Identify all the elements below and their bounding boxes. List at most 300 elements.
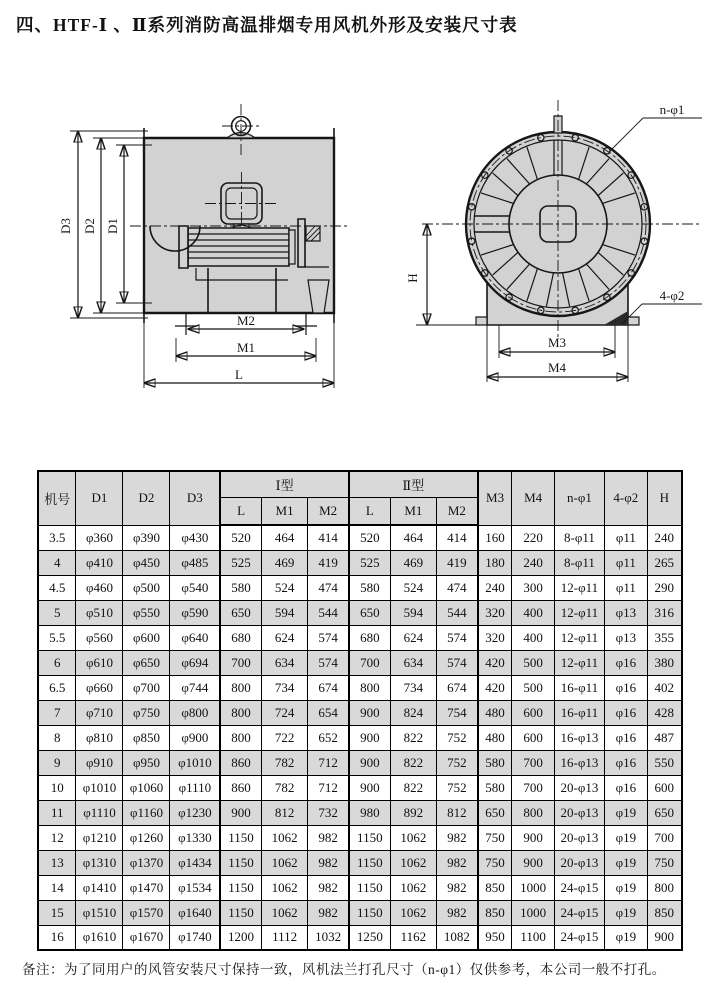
table-row	[38, 900, 682, 925]
cell-t2-m1: 892	[390, 800, 436, 825]
cell-h: 290	[647, 575, 682, 600]
cell-t1-m2: 574	[308, 650, 349, 675]
cell-t1-m2: 414	[308, 525, 349, 550]
cell-t1-m1: 524	[261, 575, 307, 600]
dimension-table	[37, 470, 683, 951]
cell-d1: φ1510	[76, 900, 123, 925]
dimension-table-wrap	[37, 470, 683, 951]
table-row	[38, 700, 682, 725]
cell-d2: φ700	[123, 675, 170, 700]
cell-t2-m2: 414	[437, 525, 478, 550]
cell-t2-m2: 752	[437, 775, 478, 800]
cell-m3: 420	[478, 675, 512, 700]
cell-t2-m1: 822	[390, 750, 436, 775]
cell-d2: φ390	[123, 525, 170, 550]
bolt-hole-callout	[609, 118, 702, 152]
cell-m3: 420	[478, 650, 512, 675]
front-view-drawing	[396, 86, 718, 418]
cell-model: 12	[38, 825, 76, 850]
group-header-type1: Ⅰ型	[220, 471, 349, 497]
cell-t1-m2: 419	[308, 550, 349, 575]
cell-n-phi1: 12-φ11	[554, 625, 604, 650]
table-row	[38, 875, 682, 900]
cell-t2-m2: 674	[437, 675, 478, 700]
col-header-d2: D2	[123, 471, 170, 525]
cell-t2-m1: 1162	[390, 925, 436, 950]
cell-t2-m1: 824	[390, 700, 436, 725]
cell-t2-l: 1150	[349, 875, 390, 900]
cell-t1-m1: 469	[261, 550, 307, 575]
cell-d2: φ600	[123, 625, 170, 650]
front-view-svg	[396, 86, 718, 418]
col-header-m3: M3	[478, 471, 512, 525]
cell-d1: φ510	[76, 600, 123, 625]
cell-m4: 220	[512, 525, 555, 550]
cell-n-phi1: 16-φ13	[554, 725, 604, 750]
cell-d1: φ1410	[76, 875, 123, 900]
cell-n-phi1: 24-φ15	[554, 875, 604, 900]
cell-d3: φ1230	[170, 800, 220, 825]
cell-t2-m2: 574	[437, 625, 478, 650]
cell-m3: 240	[478, 575, 512, 600]
cell-d3: φ430	[170, 525, 220, 550]
cell-m3: 480	[478, 700, 512, 725]
cell-d2: φ550	[123, 600, 170, 625]
cell-d2: φ1570	[123, 900, 170, 925]
cell-t1-m1: 624	[261, 625, 307, 650]
cell-m4: 800	[512, 800, 555, 825]
dim-label-m3: M3	[547, 335, 567, 350]
cell-t1-m2: 544	[308, 600, 349, 625]
cell-t2-m1: 1062	[390, 875, 436, 900]
cell-t1-m2: 674	[308, 675, 349, 700]
cell-d3: φ1640	[170, 900, 220, 925]
cell-m3: 950	[478, 925, 512, 950]
cell-t1-l: 525	[220, 550, 261, 575]
cell-n-phi1: 16-φ13	[554, 750, 604, 775]
cell-t1-l: 860	[220, 750, 261, 775]
cell-d3: φ1740	[170, 925, 220, 950]
cell-d1: φ610	[76, 650, 123, 675]
cell-d1: φ410	[76, 550, 123, 575]
cell-t2-m1: 1062	[390, 850, 436, 875]
table-row	[38, 750, 682, 775]
dim-label-d1: D1	[105, 218, 120, 234]
dim-label-m1: M1	[236, 340, 256, 355]
cell-d1: φ1210	[76, 825, 123, 850]
cell-t2-m2: 812	[437, 800, 478, 825]
cell-t2-l: 650	[349, 600, 390, 625]
cell-d2: φ500	[123, 575, 170, 600]
cell-model: 7	[38, 700, 76, 725]
cell-t2-m2: 544	[437, 600, 478, 625]
cell-d1: φ1010	[76, 775, 123, 800]
cell-n-phi1: 20-φ13	[554, 800, 604, 825]
cell-m3: 580	[478, 775, 512, 800]
table-row	[38, 625, 682, 650]
cell-t2-m1: 594	[390, 600, 436, 625]
cell-m4: 900	[512, 850, 555, 875]
cell-d2: φ1160	[123, 800, 170, 825]
cell-4-phi2: φ16	[605, 700, 648, 725]
cell-t1-m2: 732	[308, 800, 349, 825]
dim-label-d3: D3	[58, 218, 73, 234]
cell-t2-m1: 464	[390, 525, 436, 550]
cell-t2-l: 580	[349, 575, 390, 600]
cell-d2: φ1370	[123, 850, 170, 875]
table-row	[38, 550, 682, 575]
cell-t2-m2: 982	[437, 900, 478, 925]
cell-t1-l: 800	[220, 725, 261, 750]
cell-d1: φ360	[76, 525, 123, 550]
cell-d2: φ750	[123, 700, 170, 725]
cell-4-phi2: φ16	[605, 675, 648, 700]
col-header-m4: M4	[512, 471, 555, 525]
cell-t2-l: 900	[349, 750, 390, 775]
cell-n-phi1: 8-φ11	[554, 550, 604, 575]
cell-d3: φ485	[170, 550, 220, 575]
cell-m3: 580	[478, 750, 512, 775]
cell-model: 6.5	[38, 675, 76, 700]
cell-4-phi2: φ13	[605, 600, 648, 625]
cell-t2-m2: 754	[437, 700, 478, 725]
cell-t1-l: 1150	[220, 875, 261, 900]
sub-header-l-2: L	[349, 497, 390, 525]
cell-t1-l: 800	[220, 700, 261, 725]
cell-t2-l: 525	[349, 550, 390, 575]
cell-model: 5.5	[38, 625, 76, 650]
cell-t2-l: 680	[349, 625, 390, 650]
cell-t1-m1: 812	[261, 800, 307, 825]
cell-d3: φ744	[170, 675, 220, 700]
cell-m4: 600	[512, 725, 555, 750]
footnote: 备注：为了同用户的风管安装尺寸保持一致，风机法兰打孔尺寸（n-φ1）仅供参考，本公司一般不打孔。	[22, 962, 666, 977]
cell-4-phi2: φ11	[605, 525, 648, 550]
cell-h: 402	[647, 675, 682, 700]
cell-d1: φ1110	[76, 800, 123, 825]
cell-m3: 320	[478, 600, 512, 625]
cell-t1-l: 1150	[220, 900, 261, 925]
cell-t1-m1: 1062	[261, 825, 307, 850]
cell-n-phi1: 16-φ11	[554, 700, 604, 725]
table-header	[38, 471, 682, 525]
table-row	[38, 575, 682, 600]
col-header-model: 机号	[38, 471, 76, 525]
table-row	[38, 525, 682, 550]
side-view-svg	[36, 86, 388, 418]
cell-d3: φ1330	[170, 825, 220, 850]
cell-t1-l: 520	[220, 525, 261, 550]
cell-d3: φ590	[170, 600, 220, 625]
cell-model: 4.5	[38, 575, 76, 600]
dim-label-h: H	[405, 273, 420, 283]
cell-t1-l: 700	[220, 650, 261, 675]
table-row	[38, 925, 682, 950]
cell-h: 265	[647, 550, 682, 575]
cell-4-phi2: φ16	[605, 650, 648, 675]
cell-model: 6	[38, 650, 76, 675]
cell-m3: 320	[478, 625, 512, 650]
cell-d2: φ650	[123, 650, 170, 675]
cell-d1: φ460	[76, 575, 123, 600]
cell-t1-m1: 464	[261, 525, 307, 550]
cell-model: 16	[38, 925, 76, 950]
sub-header-m1-1: M1	[261, 497, 307, 525]
group-header-type2: Ⅱ型	[349, 471, 478, 497]
col-header-h: H	[647, 471, 682, 525]
cell-n-phi1: 20-φ13	[554, 825, 604, 850]
table-row	[38, 800, 682, 825]
cell-d2: φ950	[123, 750, 170, 775]
cell-n-phi1: 20-φ13	[554, 850, 604, 875]
cell-t1-l: 800	[220, 675, 261, 700]
cell-t2-m2: 1082	[437, 925, 478, 950]
cell-4-phi2: φ19	[605, 825, 648, 850]
cell-m4: 400	[512, 625, 555, 650]
dim-label-m2: M2	[236, 313, 256, 328]
cell-t1-m2: 982	[308, 850, 349, 875]
cell-model: 14	[38, 875, 76, 900]
cell-4-phi2: φ19	[605, 800, 648, 825]
cell-t2-m2: 574	[437, 650, 478, 675]
cell-t1-l: 900	[220, 800, 261, 825]
dim-label-l: L	[235, 367, 243, 382]
cell-t2-m2: 982	[437, 825, 478, 850]
cell-t1-l: 680	[220, 625, 261, 650]
cell-t2-m1: 524	[390, 575, 436, 600]
cell-t2-l: 900	[349, 775, 390, 800]
cell-t1-m1: 594	[261, 600, 307, 625]
cell-t1-l: 650	[220, 600, 261, 625]
cell-t1-m1: 1062	[261, 875, 307, 900]
cell-t2-m1: 1062	[390, 900, 436, 925]
cell-model: 13	[38, 850, 76, 875]
cell-m3: 480	[478, 725, 512, 750]
cell-d3: φ694	[170, 650, 220, 675]
cell-m3: 650	[478, 800, 512, 825]
cell-m4: 900	[512, 825, 555, 850]
cell-d3: φ800	[170, 700, 220, 725]
cell-d3: φ1110	[170, 775, 220, 800]
cell-model: 5	[38, 600, 76, 625]
cell-t2-m2: 752	[437, 750, 478, 775]
cell-m4: 600	[512, 700, 555, 725]
cell-d1: φ660	[76, 675, 123, 700]
col-header-4-phi2: 4-φ2	[605, 471, 648, 525]
cell-model: 10	[38, 775, 76, 800]
cell-t1-m1: 722	[261, 725, 307, 750]
cell-d2: φ850	[123, 725, 170, 750]
cell-model: 3.5	[38, 525, 76, 550]
table-row	[38, 825, 682, 850]
cell-m3: 850	[478, 900, 512, 925]
cell-h: 850	[647, 900, 682, 925]
cell-d1: φ910	[76, 750, 123, 775]
cell-d3: φ640	[170, 625, 220, 650]
cell-h: 700	[647, 825, 682, 850]
cell-model: 9	[38, 750, 76, 775]
cell-m4: 700	[512, 775, 555, 800]
callout-label-4-phi2: 4-φ2	[659, 288, 685, 303]
cell-n-phi1: 16-φ11	[554, 675, 604, 700]
cell-h: 428	[647, 700, 682, 725]
cell-t1-l: 1200	[220, 925, 261, 950]
cell-t2-l: 800	[349, 675, 390, 700]
cell-t2-m2: 419	[437, 550, 478, 575]
cell-t1-m2: 654	[308, 700, 349, 725]
cell-h: 800	[647, 875, 682, 900]
cell-t1-m2: 712	[308, 750, 349, 775]
cell-h: 240	[647, 525, 682, 550]
cell-t1-m1: 634	[261, 650, 307, 675]
cell-m4: 400	[512, 600, 555, 625]
dimension-table-body	[38, 525, 682, 950]
table-row	[38, 675, 682, 700]
page-title: 四、HTF-Ⅰ 、Ⅱ系列消防高温排烟专用风机外形及安装尺寸表	[16, 15, 518, 35]
sub-header-m1-2: M1	[390, 497, 436, 525]
cell-h: 650	[647, 800, 682, 825]
cell-d3: φ900	[170, 725, 220, 750]
side-view-drawing	[36, 86, 388, 418]
cell-n-phi1: 12-φ11	[554, 575, 604, 600]
cell-h: 750	[647, 850, 682, 875]
cell-t1-m2: 982	[308, 875, 349, 900]
cell-t2-m2: 982	[437, 875, 478, 900]
cell-h: 550	[647, 750, 682, 775]
cell-t2-m2: 474	[437, 575, 478, 600]
cell-t2-m1: 822	[390, 775, 436, 800]
cell-m4: 500	[512, 650, 555, 675]
cell-t2-m2: 752	[437, 725, 478, 750]
sub-header-m2-1: M2	[308, 497, 349, 525]
dim-label-d2: D2	[82, 218, 97, 234]
dim-label-m4: M4	[547, 360, 567, 375]
cell-m3: 750	[478, 825, 512, 850]
sub-header-m2-2: M2	[437, 497, 478, 525]
cell-m3: 160	[478, 525, 512, 550]
cell-t1-m1: 734	[261, 675, 307, 700]
cell-d1: φ1610	[76, 925, 123, 950]
cell-m3: 180	[478, 550, 512, 575]
col-header-n-phi1: n-φ1	[554, 471, 604, 525]
cell-d1: φ710	[76, 700, 123, 725]
cell-m4: 1100	[512, 925, 555, 950]
col-header-d3: D3	[170, 471, 220, 525]
cell-4-phi2: φ16	[605, 775, 648, 800]
table-row	[38, 600, 682, 625]
cell-t2-m1: 734	[390, 675, 436, 700]
cell-model: 4	[38, 550, 76, 575]
cell-t1-m2: 712	[308, 775, 349, 800]
cell-d1: φ560	[76, 625, 123, 650]
cell-m4: 700	[512, 750, 555, 775]
cell-t2-l: 1150	[349, 825, 390, 850]
col-header-d1: D1	[76, 471, 123, 525]
cell-h: 600	[647, 775, 682, 800]
cell-t1-m2: 1032	[308, 925, 349, 950]
cell-t1-m2: 982	[308, 900, 349, 925]
cell-h: 487	[647, 725, 682, 750]
cell-4-phi2: φ16	[605, 750, 648, 775]
cell-t2-l: 1250	[349, 925, 390, 950]
cell-h: 355	[647, 625, 682, 650]
cell-d1: φ810	[76, 725, 123, 750]
cell-n-phi1: 8-φ11	[554, 525, 604, 550]
cell-t1-m2: 574	[308, 625, 349, 650]
cell-4-phi2: φ13	[605, 625, 648, 650]
cell-4-phi2: φ19	[605, 900, 648, 925]
cell-m4: 1000	[512, 900, 555, 925]
cell-t1-m1: 1112	[261, 925, 307, 950]
cell-t2-m1: 469	[390, 550, 436, 575]
cell-h: 900	[647, 925, 682, 950]
cell-m4: 1000	[512, 875, 555, 900]
cell-n-phi1: 20-φ13	[554, 775, 604, 800]
cell-h: 380	[647, 650, 682, 675]
cell-d1: φ1310	[76, 850, 123, 875]
cell-t2-m2: 982	[437, 850, 478, 875]
cell-t2-l: 1150	[349, 900, 390, 925]
cell-t2-l: 900	[349, 725, 390, 750]
cell-t1-l: 860	[220, 775, 261, 800]
cell-t1-m1: 782	[261, 750, 307, 775]
cell-d2: φ1260	[123, 825, 170, 850]
cell-model: 15	[38, 900, 76, 925]
table-row	[38, 650, 682, 675]
cell-n-phi1: 24-φ15	[554, 900, 604, 925]
cell-m4: 300	[512, 575, 555, 600]
cell-m3: 850	[478, 875, 512, 900]
cell-m4: 240	[512, 550, 555, 575]
sub-header-l-1: L	[220, 497, 261, 525]
cell-d2: φ1670	[123, 925, 170, 950]
cell-d2: φ450	[123, 550, 170, 575]
cell-t1-m1: 1062	[261, 900, 307, 925]
cell-h: 316	[647, 600, 682, 625]
table-row	[38, 850, 682, 875]
cell-model: 8	[38, 725, 76, 750]
cell-t1-m1: 724	[261, 700, 307, 725]
callout-label-n-phi1: n-φ1	[659, 102, 685, 117]
cell-t2-m1: 822	[390, 725, 436, 750]
cell-t2-l: 520	[349, 525, 390, 550]
cell-m3: 750	[478, 850, 512, 875]
cell-t1-l: 1150	[220, 825, 261, 850]
cell-t1-m2: 652	[308, 725, 349, 750]
cell-t2-m1: 1062	[390, 825, 436, 850]
cell-d2: φ1470	[123, 875, 170, 900]
cell-n-phi1: 12-φ11	[554, 650, 604, 675]
cell-t1-l: 1150	[220, 850, 261, 875]
cell-d3: φ1434	[170, 850, 220, 875]
cell-4-phi2: φ19	[605, 875, 648, 900]
cell-t1-l: 580	[220, 575, 261, 600]
cell-t2-m1: 634	[390, 650, 436, 675]
cell-t1-m1: 782	[261, 775, 307, 800]
cell-t1-m2: 982	[308, 825, 349, 850]
cell-d3: φ1534	[170, 875, 220, 900]
cell-t1-m2: 474	[308, 575, 349, 600]
cell-4-phi2: φ19	[605, 925, 648, 950]
cell-t2-l: 900	[349, 700, 390, 725]
cell-4-phi2: φ11	[605, 550, 648, 575]
cell-n-phi1: 24-φ15	[554, 925, 604, 950]
cell-4-phi2: φ19	[605, 850, 648, 875]
cell-n-phi1: 12-φ11	[554, 600, 604, 625]
cell-4-phi2: φ16	[605, 725, 648, 750]
cell-m4: 500	[512, 675, 555, 700]
cell-d2: φ1060	[123, 775, 170, 800]
